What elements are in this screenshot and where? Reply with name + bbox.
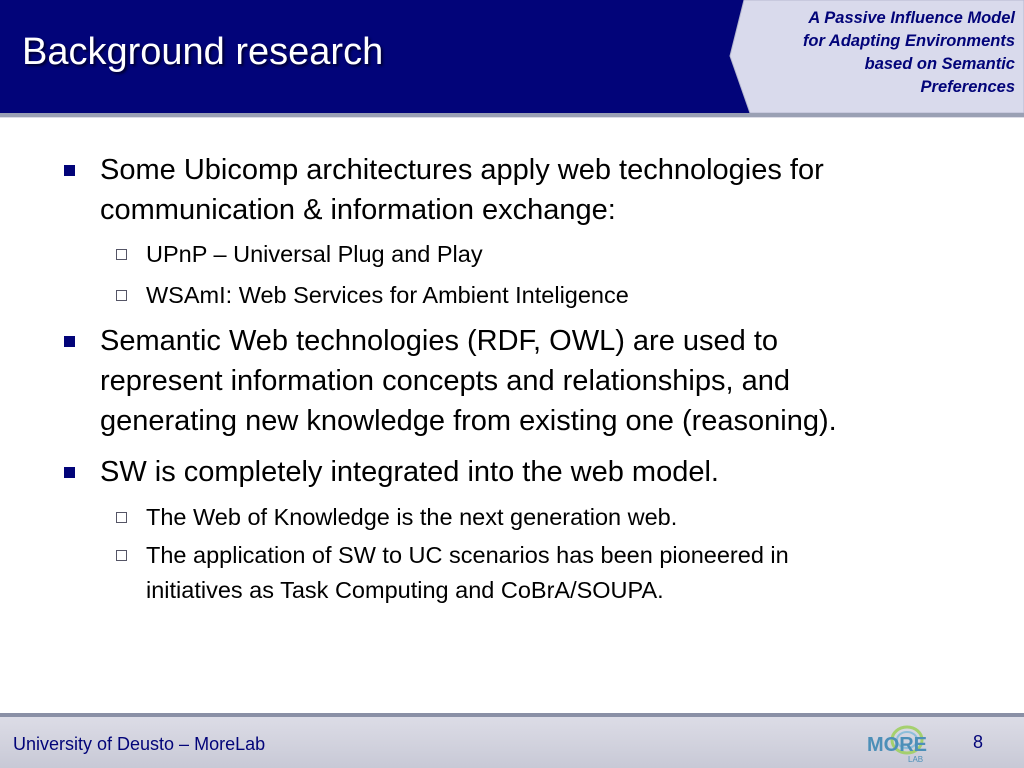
hollow-square-bullet-icon xyxy=(116,550,127,561)
sub-bullet-item xyxy=(146,538,1006,608)
sub-bullet-text-line: UPnP – Universal Plug and Play xyxy=(146,241,483,267)
bullet-text-line: Some Ubicomp architectures apply web technologies for xyxy=(100,154,824,186)
bullet-text-line: SW is completely integrated into the web model. xyxy=(100,456,719,488)
square-bullet-icon xyxy=(64,165,75,176)
logo-subtext: LAB xyxy=(908,755,924,764)
bullet-item xyxy=(100,452,1000,492)
presentation-title-line: Preferences xyxy=(920,78,1015,96)
hollow-square-bullet-icon xyxy=(116,512,127,523)
sub-bullet-text-line: The application of SW to UC scenarios has been pioneered in xyxy=(146,542,789,568)
header-divider-light xyxy=(0,117,1024,118)
sub-bullet-text-line: The Web of Knowledge is the next generation web. xyxy=(146,504,678,530)
sub-bullet-item xyxy=(146,500,1006,535)
presentation-title-line: A Passive Influence Model xyxy=(808,9,1015,27)
square-bullet-icon xyxy=(64,467,75,478)
morelab-logo xyxy=(862,718,942,766)
hollow-square-bullet-icon xyxy=(116,290,127,301)
bullet-text-line: communication & information exchange: xyxy=(100,194,616,226)
bullet-text-line: Semantic Web technologies (RDF, OWL) are used to xyxy=(100,325,779,357)
sub-bullet-item xyxy=(146,278,1006,313)
presentation-title xyxy=(745,7,1015,99)
hollow-square-bullet-icon xyxy=(116,249,127,260)
footer-organization: University of Deusto – MoreLab xyxy=(13,734,266,754)
presentation-title-line: for Adapting Environments xyxy=(802,32,1015,50)
sub-bullet-item xyxy=(146,237,1006,272)
square-bullet-icon xyxy=(64,336,75,347)
bullet-item xyxy=(100,321,1000,441)
sub-bullet-text-line: initiatives as Task Computing and CoBrA/SOUPA. xyxy=(146,577,664,603)
logo-text: MORE xyxy=(867,734,927,756)
page-number: 8 xyxy=(973,732,984,752)
bullet-text-line: represent information concepts and relationships, and xyxy=(100,365,790,397)
sub-bullet-text-line: WSAmI: Web Services for Ambient Inteligence xyxy=(146,282,629,308)
slide-title: Background research xyxy=(22,31,384,73)
bullet-text-line: generating new knowledge from existing one (reasoning). xyxy=(100,405,837,437)
presentation-title-line: based on Semantic xyxy=(864,55,1015,73)
bullet-item xyxy=(100,150,1000,230)
